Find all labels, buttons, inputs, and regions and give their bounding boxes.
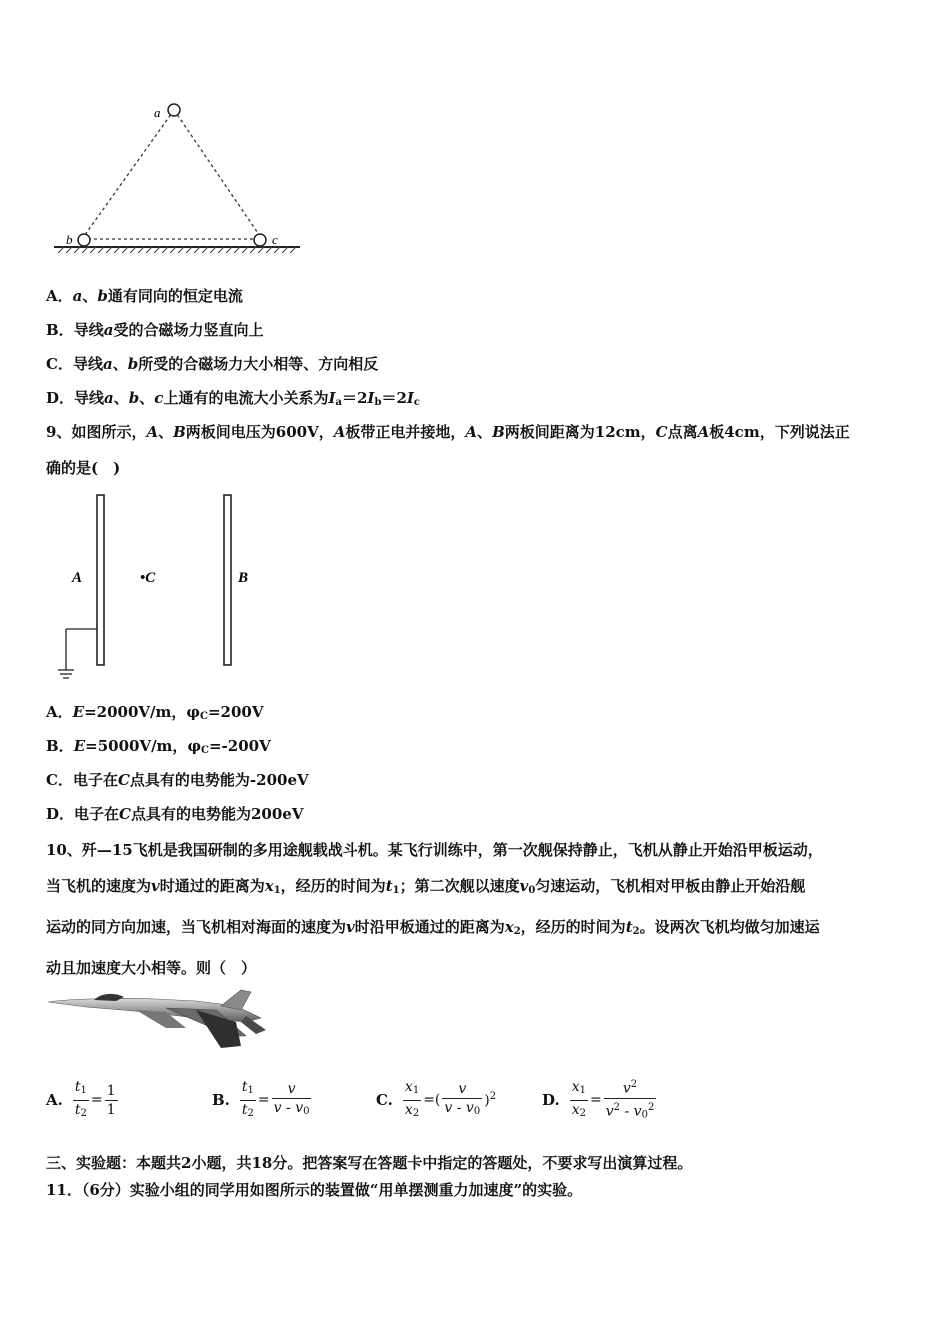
plate-b: [224, 495, 231, 665]
frac-t1-t2: $\frac{t_1}{t_2}$: [241, 1078, 254, 1119]
fighter-jet-image: [46, 988, 268, 1050]
frac-v-over-v-minus-v0: $\frac{v}{v - v_0}$: [273, 1080, 310, 1117]
q9-option-b[interactable]: B．E=5000V/m，$\varphi_C=-200V$: [46, 737, 271, 756]
parallel-plates-figure: [50, 490, 270, 690]
label-a: a: [154, 105, 161, 120]
jet-tail-fin: [221, 990, 251, 1010]
label-c: c: [272, 232, 278, 247]
q10-option-a[interactable]: A. $\frac{t_1}{t_2}$ = $\frac{1}{1}$: [46, 1072, 118, 1128]
q10-stem: 10、歼—15飞机是我国研制的多用途舰载战斗机。某飞行训练中，第一次舰保持静止，飞机从静止开始沿甲板运动， 当飞机的速度为v时通过的距离为$x_1$，经历的时间为$t_1$；第二次舰以速度$v_0$匀速运动，飞机相对甲板由静止开始沿舰 运动的同方向加速，当飞机相对海面的速度为v时沿甲板通过的距离为$x_2$，经历的时间为$t_2$。设两次飞机均做匀加速运 动且加速度大小相等。则（ ）: [46, 841, 823, 977]
label-plate-b: B: [238, 570, 249, 586]
q9-option-c[interactable]: C．电子在C点具有的电势能为-200eV: [46, 771, 309, 789]
q9-stem: 9、如图所示，A、B两板间电压为600V，A板带正电并接地，A、B两板间距离为12cm，C点离A板4cm，下列说法正 确的是( ): [46, 423, 850, 477]
q8-option-d[interactable]: D．导线a、b、c上通有的电流大小关系为$I_a=2I_b=2I_c$: [46, 389, 420, 408]
label-point-c: •C: [140, 570, 156, 586]
section-3-heading: 三、实验题：本题共2小题，共18分。把答案写在答题卡中指定的答题处，不要求写出演算过程。: [46, 1154, 693, 1172]
q8-option-c[interactable]: C．导线a、b所受的合磁场力大小相等、方向相反: [46, 355, 379, 373]
q11-stem: 11．（6分）实验小组的同学用如图所示的装置做“用单摆测重力加速度”的实验。: [46, 1181, 583, 1199]
frac-x1-x2: $\frac{x_1}{x_2}$: [571, 1078, 586, 1119]
wire-b: [78, 234, 90, 246]
q9-option-d[interactable]: D．电子在C点具有的电势能为200eV: [46, 805, 304, 823]
frac-v2-over-v2-minus-v02: $\frac{v^2}{v^2 - v_0^2}$: [604, 1076, 657, 1124]
q8-option-a[interactable]: A．a、b通有同向的恒定电流: [46, 287, 243, 305]
wire-c: [254, 234, 266, 246]
frac-1-1: $\frac{1}{1}$: [106, 1082, 116, 1118]
frac-x1-x2: $\frac{x_1}{x_2}$: [404, 1078, 420, 1119]
q9-option-a[interactable]: A．E=2000V/m，$\varphi_C=200V$: [46, 703, 264, 722]
line-a-c: [174, 110, 262, 239]
q10-option-d[interactable]: D. $\frac{x_1}{x_2}$ = $\frac{v^2}{v^2 - v_0^2}$: [542, 1072, 656, 1128]
q8-option-b[interactable]: B．导线a受的合磁场力竖直向上: [46, 321, 264, 339]
label-b: b: [66, 232, 73, 247]
frac-v-over-v-minus-v0: $\frac{v}{v - v_0}$: [444, 1080, 481, 1117]
wire-a: [168, 104, 180, 116]
triangle-wire-figure: [50, 95, 310, 260]
q10-option-b[interactable]: B. $\frac{t_1}{t_2}$ = $\frac{v}{v - v_0}$: [212, 1072, 311, 1128]
q10-option-c[interactable]: C. $\frac{x_1}{x_2}$ =( $\frac{v}{v - v_0}$ )$^2$: [376, 1072, 498, 1128]
label-plate-a: A: [72, 570, 83, 586]
plate-a: [97, 495, 104, 665]
line-a-b: [82, 110, 174, 239]
frac-t1-t2: $\frac{t_1}{t_2}$: [74, 1078, 87, 1119]
